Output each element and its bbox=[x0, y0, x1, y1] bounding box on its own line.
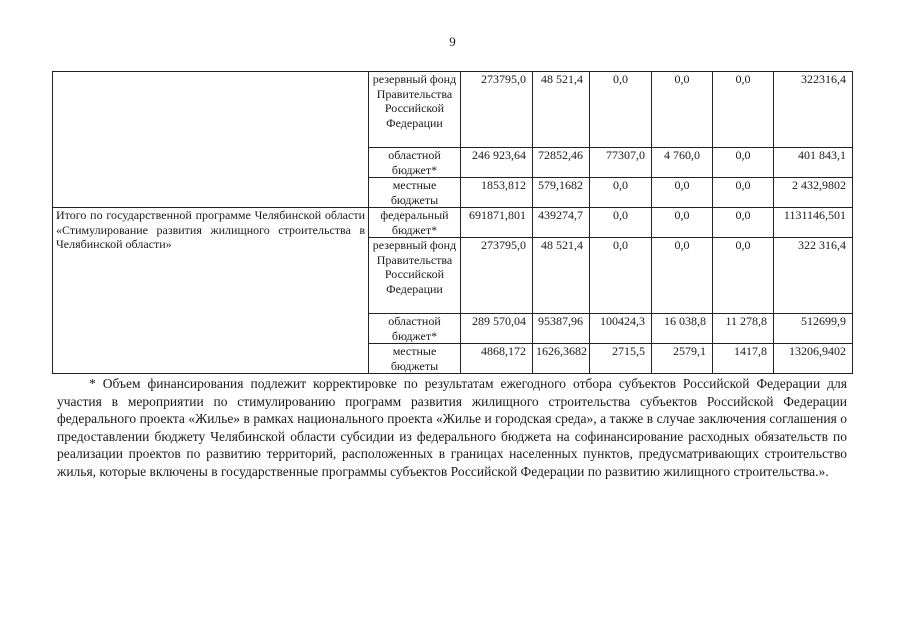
funding-source: местные бюджеты bbox=[369, 344, 461, 374]
value-cell: 439274,7 bbox=[533, 208, 590, 238]
funding-source: федеральный бюджет* bbox=[369, 208, 461, 238]
value-cell: 2715,5 bbox=[590, 344, 652, 374]
value-cell: 0,0 bbox=[713, 178, 774, 208]
value-cell: 512699,9 bbox=[774, 314, 853, 344]
program-title-cell: Итого по государственной программе Челябинской области «Стимулирование развития жилищного строительства в Челябинской области» bbox=[53, 208, 369, 374]
value-cell: 0,0 bbox=[590, 208, 652, 238]
value-cell: 579,1682 bbox=[533, 178, 590, 208]
value-cell: 289 570,04 bbox=[461, 314, 533, 344]
value-cell: 2579,1 bbox=[652, 344, 713, 374]
value-cell: 1626,3682 bbox=[533, 344, 590, 374]
value-cell: 322316,4 bbox=[774, 72, 853, 148]
value-cell: 77307,0 bbox=[590, 148, 652, 178]
page-number: 9 bbox=[449, 34, 456, 49]
value-cell: 48 521,4 bbox=[533, 72, 590, 148]
value-cell: 100424,3 bbox=[590, 314, 652, 344]
value-cell: 1131146,501 bbox=[774, 208, 853, 238]
value-cell: 0,0 bbox=[713, 238, 774, 314]
value-cell: 0,0 bbox=[713, 148, 774, 178]
value-cell: 1853,812 bbox=[461, 178, 533, 208]
value-cell: 246 923,64 bbox=[461, 148, 533, 178]
table-row bbox=[53, 208, 853, 238]
value-cell: 0,0 bbox=[590, 238, 652, 314]
value-cell: 16 038,8 bbox=[652, 314, 713, 344]
value-cell: 0,0 bbox=[652, 178, 713, 208]
value-cell: 13206,9402 bbox=[774, 344, 853, 374]
value-cell: 322 316,4 bbox=[774, 238, 853, 314]
funding-source: резервный фонд Правительства Российской Федерации bbox=[369, 238, 461, 314]
value-cell: 0,0 bbox=[652, 208, 713, 238]
table-row bbox=[53, 72, 853, 148]
value-cell: 0,0 bbox=[590, 178, 652, 208]
value-cell: 4868,172 bbox=[461, 344, 533, 374]
value-cell: 4 760,0 bbox=[652, 148, 713, 178]
value-cell: 72852,46 bbox=[533, 148, 590, 178]
empty-program-cell bbox=[53, 72, 369, 208]
value-cell: 273795,0 bbox=[461, 238, 533, 314]
value-cell: 11 278,8 bbox=[713, 314, 774, 344]
value-cell: 691871,801 bbox=[461, 208, 533, 238]
value-cell: 0,0 bbox=[652, 72, 713, 148]
funding-source: резервный фонд Правительства Российской Федерации bbox=[369, 72, 461, 148]
funding-source: областной бюджет* bbox=[369, 148, 461, 178]
value-cell: 0,0 bbox=[652, 238, 713, 314]
value-cell: 0,0 bbox=[590, 72, 652, 148]
value-cell: 95387,96 bbox=[533, 314, 590, 344]
value-cell: 48 521,4 bbox=[533, 238, 590, 314]
value-cell: 273795,0 bbox=[461, 72, 533, 148]
funding-source: местные бюджеты bbox=[369, 178, 461, 208]
value-cell: 2 432,9802 bbox=[774, 178, 853, 208]
funding-table bbox=[52, 71, 853, 374]
value-cell: 1417,8 bbox=[713, 344, 774, 374]
funding-source: областной бюджет* bbox=[369, 314, 461, 344]
value-cell: 401 843,1 bbox=[774, 148, 853, 178]
value-cell: 0,0 bbox=[713, 72, 774, 148]
value-cell: 0,0 bbox=[713, 208, 774, 238]
footnote: * Объем финансирования подлежит корректировке по результатам ежегодного отбора субъектов Российской Федерации для участия в мероприятии по стимулированию программ развития жилищного строительства субъектов Российской Федерации федерального проекта «Жилье» в рамках национального проекта «Жилье и городская среда», а также в случае заключения соглашения о предоставлении бюджету Челябинской области субсидии из федерального бюджета на софинансирование расходных обязательств по реализации проектов по развитию территорий, расположенных в границах населенных пунктов, предусматривающих строительство жилья, которые включены в государственные программы субъектов Российской Федерации по развитию жилищного строительства.». bbox=[57, 376, 847, 479]
